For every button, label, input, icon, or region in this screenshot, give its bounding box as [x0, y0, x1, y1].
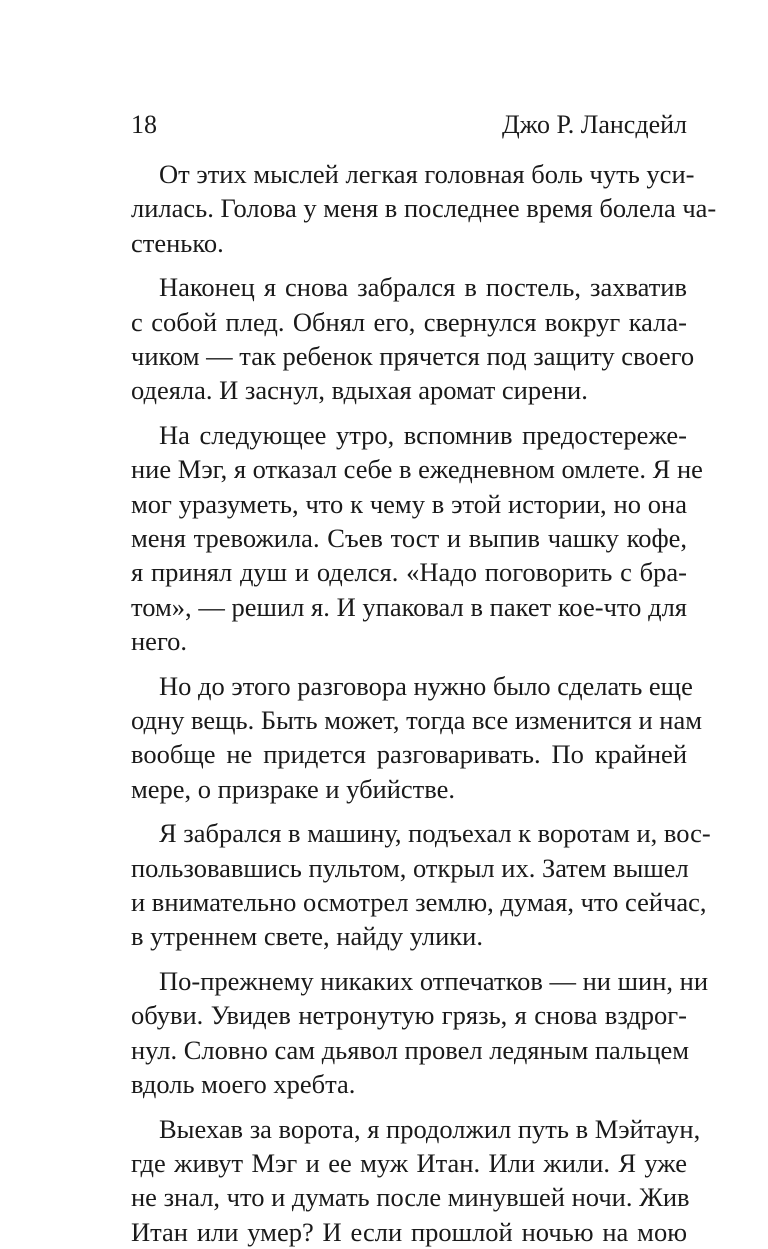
paragraph	[131, 270, 695, 407]
text-line: лилась. Голова у меня в последнее время болела ча-	[131, 193, 717, 224]
text-line: том», — решил я. И упаковал в пакет кое-что для	[131, 591, 687, 622]
text-line: На следующее утро, вспомнив предостереже-	[159, 420, 687, 451]
text-line: меня тревожила. Съев тост и выпив чашку кофе,	[131, 522, 687, 553]
text-line: мере, о призраке и убийстве.	[131, 773, 456, 804]
text-line: не знал, что и думать после минувшей ночи. Жив	[131, 1182, 690, 1213]
text-line: и внимательно осмотрел землю, думая, что сейчас,	[131, 886, 707, 917]
text-line: вдоль моего хребта.	[131, 1068, 356, 1099]
text-line: одну вещь. Быть может, тогда все изменится и нам	[131, 704, 703, 735]
text-line: Выехав за ворота, я продолжил путь в Мэйтаун,	[159, 1113, 701, 1144]
text-line: ние Мэг, я отказал себе в ежедневном омлете. Я не	[131, 454, 703, 485]
text-line: По-прежнему никаких отпечатков — ни шин, ни	[159, 966, 708, 997]
page-number: 18	[131, 110, 157, 139]
text-line: От этих мыслей легкая головная боль чуть уси-	[159, 159, 695, 189]
text-line: в утреннем свете, найду улики.	[131, 921, 483, 952]
text-line: чиком — так ребенок прячется под защиту своего	[131, 340, 695, 371]
text-line: Я забрался в машину, подъехал к воротам и, вос-	[159, 818, 711, 849]
text-line: одеяла. И заснул, вдыхая аромат сирени.	[131, 375, 588, 406]
running-head-author: Джо Р. Лансдейл	[501, 110, 687, 139]
text-line: Но до этого разговора нужно было сделать еще	[159, 670, 693, 701]
paragraph	[131, 669, 703, 806]
text-line: где живут Мэг и ее муж Итан. Или жили. Я уже	[131, 1148, 687, 1179]
text-line: обуви. Увидев нетронутую грязь, я снова вздрог-	[131, 1000, 687, 1031]
text-line: с собой плед. Обнял его, свернулся вокруг кала-	[131, 306, 687, 337]
paragraph	[131, 1112, 701, 1249]
text-line: Итан или умер? И если прошлой ночью на мою	[131, 1216, 687, 1247]
text-line: вообще не придется разговаривать. По крайней	[131, 739, 687, 770]
paragraph	[131, 964, 708, 1101]
book-page	[131, 0, 717, 1247]
text-line: пользовавшись пультом, открыл их. Затем вышел	[131, 852, 689, 883]
page-header	[131, 108, 687, 142]
text-line: него.	[131, 625, 188, 656]
text-line: Наконец я снова забрался в постель, захватив	[159, 272, 687, 303]
body-text	[131, 157, 717, 1249]
paragraph	[131, 157, 717, 260]
text-line: стенько.	[131, 227, 224, 258]
text-line: я принял душ и оделся. «Надо поговорить с бра-	[131, 557, 687, 588]
text-line: нул. Словно сам дьявол провел ледяным пальцем	[131, 1034, 690, 1065]
text-line: мог уразуметь, что к чему в этой истории, но она	[131, 488, 687, 519]
paragraph	[131, 418, 703, 658]
paragraph	[131, 816, 711, 953]
